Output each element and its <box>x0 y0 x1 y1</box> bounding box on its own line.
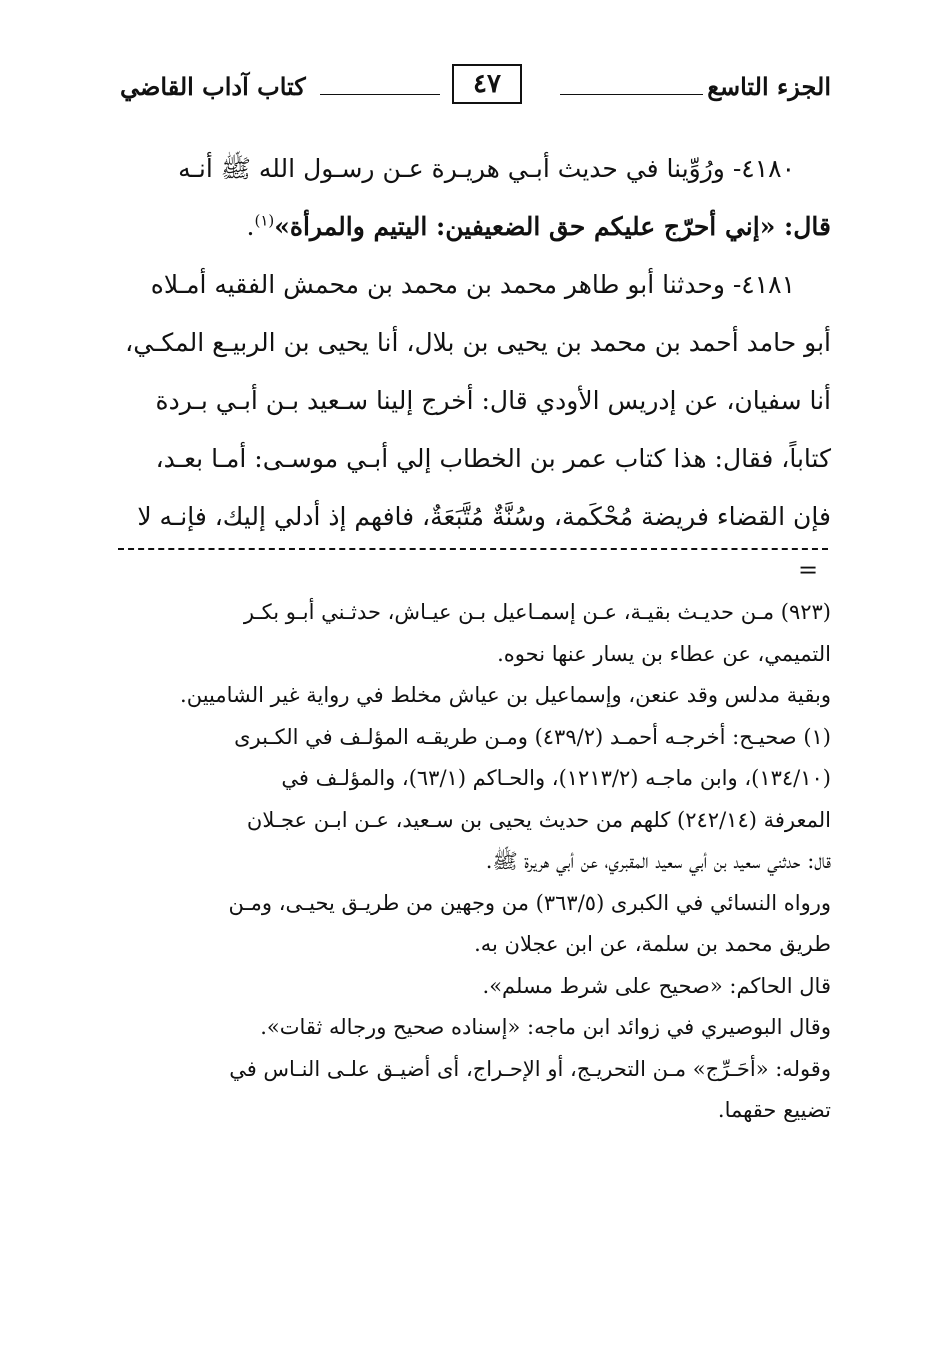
hadith-4181-line-5: فإن القضاء فريضة مُحْكَمة، وسُنَّةٌ مُتَّبَعَةٌ، فافهم إذ أدلي إليك، فإنـه لا <box>137 502 831 531</box>
footnote-line: وقوله: «أحَـرِّج» مـن التحريـج، أو الإحـراج، أى أضيـق علـى النـاس في <box>229 1056 831 1081</box>
footnote-line: قال: حدثني سعيد بن أبي سعيد المقبري، عن أبي هريرة ﷺ. <box>485 849 831 873</box>
footnote-line: قال الحاكم: «صحيح على شرط مسلم». <box>482 973 831 998</box>
header-part-label: الجزء التاسع <box>707 72 831 101</box>
footnote-line: (٩٢٣) مـن حديـث بقيـة، عـن إسمـاعيل بـن عيـاش، حدثـني أبـو بكـر <box>243 600 831 624</box>
hadith-4181-line-4: كتاباً، فقال: هذا كتاب عمر بن الخطاب إلي أبـي موسـى: أمـا بعـد، <box>155 444 831 473</box>
footnote-line: المعرفة (٢٤٢/١٤) كلهم من حديث يحيى بن سـعيد، عـن ابـن عجـلان <box>246 807 831 832</box>
header-rule-left <box>320 94 440 95</box>
page-number-box <box>452 64 522 104</box>
hadith-4180-line-2 <box>100 198 831 256</box>
hadith-4181-line-2: أبو حامد أحمد بن محمد بن يحيى بن بلال، أنا يحيى بن الربيـع المكـي، <box>125 328 831 357</box>
footnote-ref-1: (١) <box>254 211 275 230</box>
footnote-separator <box>118 548 828 550</box>
footnotes <box>100 592 831 1132</box>
running-header <box>120 64 831 114</box>
hadith-quote: قال: «إني أحرّج عليكم حق الضعيفين: اليتيم والمرأة» <box>274 212 831 241</box>
hadith-4181-line-3: أنا سفيان، عن إدريس الأودي قال: أخرج إلينا سـعيد بـن أبـي بـردة <box>155 386 831 415</box>
header-rule-right <box>560 94 703 95</box>
footnote-line: وبقية مدلس وقد عنعن، وإسماعيل بن عياش مخلط في رواية غير الشاميين. <box>180 683 831 707</box>
page-number: ٤٧ <box>473 69 501 99</box>
footnote-line: تضييع حقهما. <box>717 1098 831 1122</box>
footnote-line: (١) صحيـح: أخرجـه أحمـد (٤٣٩/٢) ومـن طريقـه المؤلـف في الكـبرى <box>234 724 831 749</box>
sentence-end: . <box>246 212 255 241</box>
footnote-line: طريق محمد بن سلمة، عن ابن عجلان به. <box>474 932 831 956</box>
continuation-mark: = <box>798 556 819 584</box>
main-text <box>100 140 831 546</box>
footnote-line: التميمي، عن عطاء بن يسار عنها نحوه. <box>497 641 831 666</box>
hadith-4180-line-1: ٤١٨٠- ورُوِّينا في حديث أبـي هريـرة عـن رسـول الله ﷺ أنـه <box>178 154 795 183</box>
footnote-line: (١٣٤/١٠)، وابن ماجـه (١٢١٣/٢)، والحـاكم (٦٣/١)، والمؤلـف في <box>281 766 831 790</box>
header-book-title: كتاب آداب القاضي <box>120 72 306 101</box>
footnote-line: ورواه النسائي في الكبرى (٣٦٣/٥) من وجهين من طريـق يحيـى، ومـن <box>228 890 831 915</box>
footnote-line: وقال البوصيري في زوائد ابن ماجه: «إسناده صحيح ورجاله ثقات». <box>260 1015 831 1039</box>
hadith-4181-line-1: ٤١٨١- وحدثنا أبو طاهر محمد بن محمد بن محمش الفقيه أمـلاه <box>150 270 795 299</box>
